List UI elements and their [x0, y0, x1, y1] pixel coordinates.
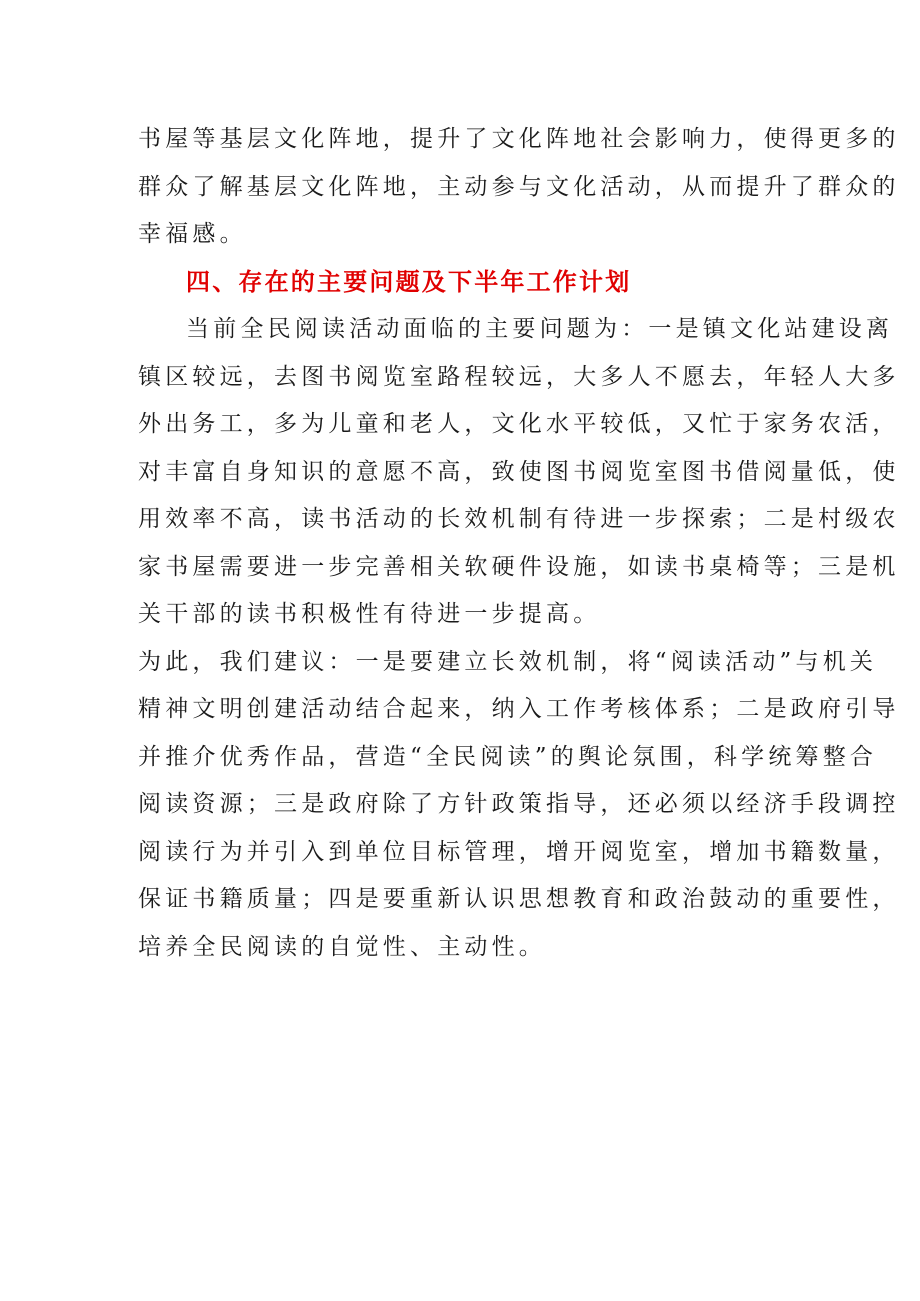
paragraph-suggestions	[138, 639, 900, 972]
text-line: 培养全民阅读的自觉性、主动性。	[138, 933, 546, 960]
text-line: 阅读资源；三是政府除了方针政策指导，还必须以经济手段调控	[138, 791, 900, 817]
text-line: 外出务工，多为儿童和老人，文化水平较低，又忙于家务农活，	[138, 411, 900, 437]
text-line: 阅读行为并引入到单位目标管理，增开阅览室，增加书籍数量，	[138, 838, 900, 865]
paragraph-main-problems	[138, 306, 900, 639]
section-heading: 四、存在的主要问题及下半年工作计划	[186, 267, 632, 296]
text-line: 家书屋需要进一步完善相关软硬件设施，如读书桌椅等；三是机	[138, 553, 900, 580]
text-line: 对丰富自身知识的意愿不高，致使图书阅览室图书借阅量低，使	[138, 458, 900, 485]
text-line: 用效率不高，读书活动的长效机制有待进一步探索；二是村级农	[138, 506, 900, 532]
text-line: 并推介优秀作品，营造“全民阅读”的舆论氛围，科学统筹整合	[138, 743, 878, 770]
text-line: 书屋等基层文化阵地，提升了文化阵地社会影响力，使得更多的	[138, 126, 900, 152]
text-line: 精神文明创建活动结合起来，纳入工作考核体系；二是政府引导	[138, 696, 900, 722]
text-line: 保证书籍质量；四是要重新认识思想教育和政治鼓动的重要性，	[138, 886, 900, 912]
text-line: 当前全民阅读活动面临的主要问题为：一是镇文化站建设离	[186, 316, 894, 342]
text-line: 关干部的读书积极性有待进一步提高。	[138, 601, 601, 627]
text-line: 为此，我们建议：一是要建立长效机制，将“阅读活动”与机关	[138, 648, 878, 675]
text-line: 群众了解基层文化阵地，主动参与文化活动，从而提升了群众的	[138, 173, 900, 200]
document-body	[138, 116, 900, 971]
paragraph-cultural-positions	[138, 116, 900, 259]
text-line: 幸福感。	[138, 221, 247, 247]
text-line: 镇区较远，去图书阅览室路程较远，大多人不愿去，年轻人大多	[138, 363, 900, 390]
